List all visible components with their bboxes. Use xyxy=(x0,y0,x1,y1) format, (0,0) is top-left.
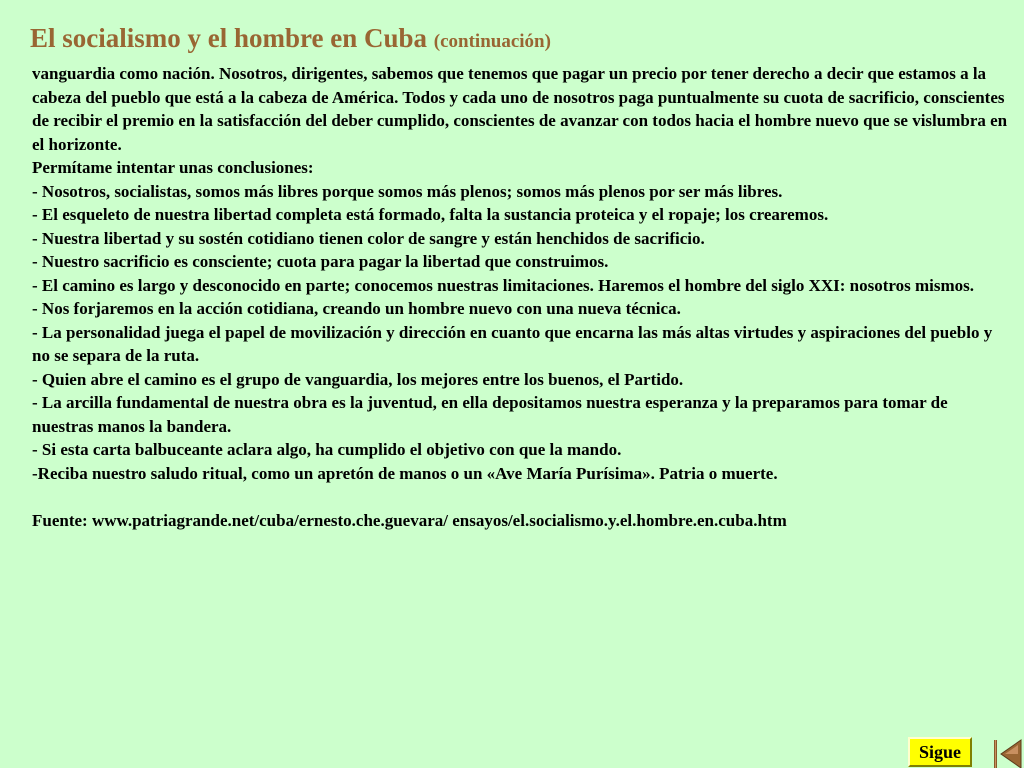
conclusion-item: - Nuestra libertad y su sostén cotidiano tienen color de sangre y están henchidos de sacrificio. xyxy=(32,228,705,248)
conclusion-item: - Quien abre el camino es el grupo de vanguardia, los mejores entre los buenos, el Partido. xyxy=(32,369,684,389)
spacer xyxy=(32,485,1012,509)
next-slide-button[interactable]: Sigue xyxy=(908,737,972,767)
conclusions-heading: Permítame intentar unas conclusiones: xyxy=(32,158,314,177)
conclusion-item: - El camino es largo y desconocido en parte; conocemos nuestras limitaciones. Haremos el hombre del siglo XXI: nosotros mismos. xyxy=(32,275,975,295)
slide-title-suffix: (continuación) xyxy=(433,31,551,52)
return-icon[interactable] xyxy=(992,737,1024,768)
body-paragraph-intro: vanguardia como nación. Nosotros, dirigentes, sabemos que tenemos que pagar un precio por tener derecho a decir que estamos a la cabeza del pueblo que está a la cabeza de América. Todos y cada uno de nosotros paga puntualmente su cuota de sacrificio, conscientes de recibir el premio en la satisfacción del deber cumplido, conscientes de avanzar con todos hacia el hombre nuevo que se vislumbra en el horizonte. xyxy=(32,64,1008,154)
conclusion-item: - Nos forjaremos en la acción cotidiana, creando un hombre nuevo con una nueva técnica. xyxy=(32,299,681,318)
conclusion-item: - La personalidad juega el papel de movilización y dirección en cuanto que encarna las más altas virtudes y aspiraciones del pueblo y no se separa de la ruta. xyxy=(32,322,993,365)
conclusion-item: - Nuestro sacrificio es consciente; cuota para pagar la libertad que construimos. xyxy=(32,252,609,271)
slide-title xyxy=(30,22,551,58)
source-citation: Fuente: www.patriagrande.net/cuba/ernesto.che.guevara/ ensayos/el.socialismo.y.el.hombre.en.cuba.htm xyxy=(32,510,787,530)
closing-line: -Reciba nuestro saludo ritual, como un apretón de manos o un «Ave María Purísima». Patria o muerte. xyxy=(32,463,778,483)
conclusion-item: - Nosotros, socialistas, somos más libres porque somos más plenos; somos más plenos por ser más libres. xyxy=(32,181,783,201)
slide-body xyxy=(32,62,1012,532)
conclusion-item: - Si esta carta balbuceante aclara algo, ha cumplido el objetivo con que la mando. xyxy=(32,440,622,459)
conclusion-item: - El esqueleto de nuestra libertad completa está formado, falta la sustancia proteica y el ropaje; los crearemos. xyxy=(32,205,829,224)
slide-title-main: El socialismo y el hombre en Cuba xyxy=(30,23,428,53)
conclusion-item: - La arcilla fundamental de nuestra obra es la juventud, en ella depositamos nuestra esperanza y la preparamos para tomar de nuestras manos la bandera. xyxy=(32,393,948,436)
